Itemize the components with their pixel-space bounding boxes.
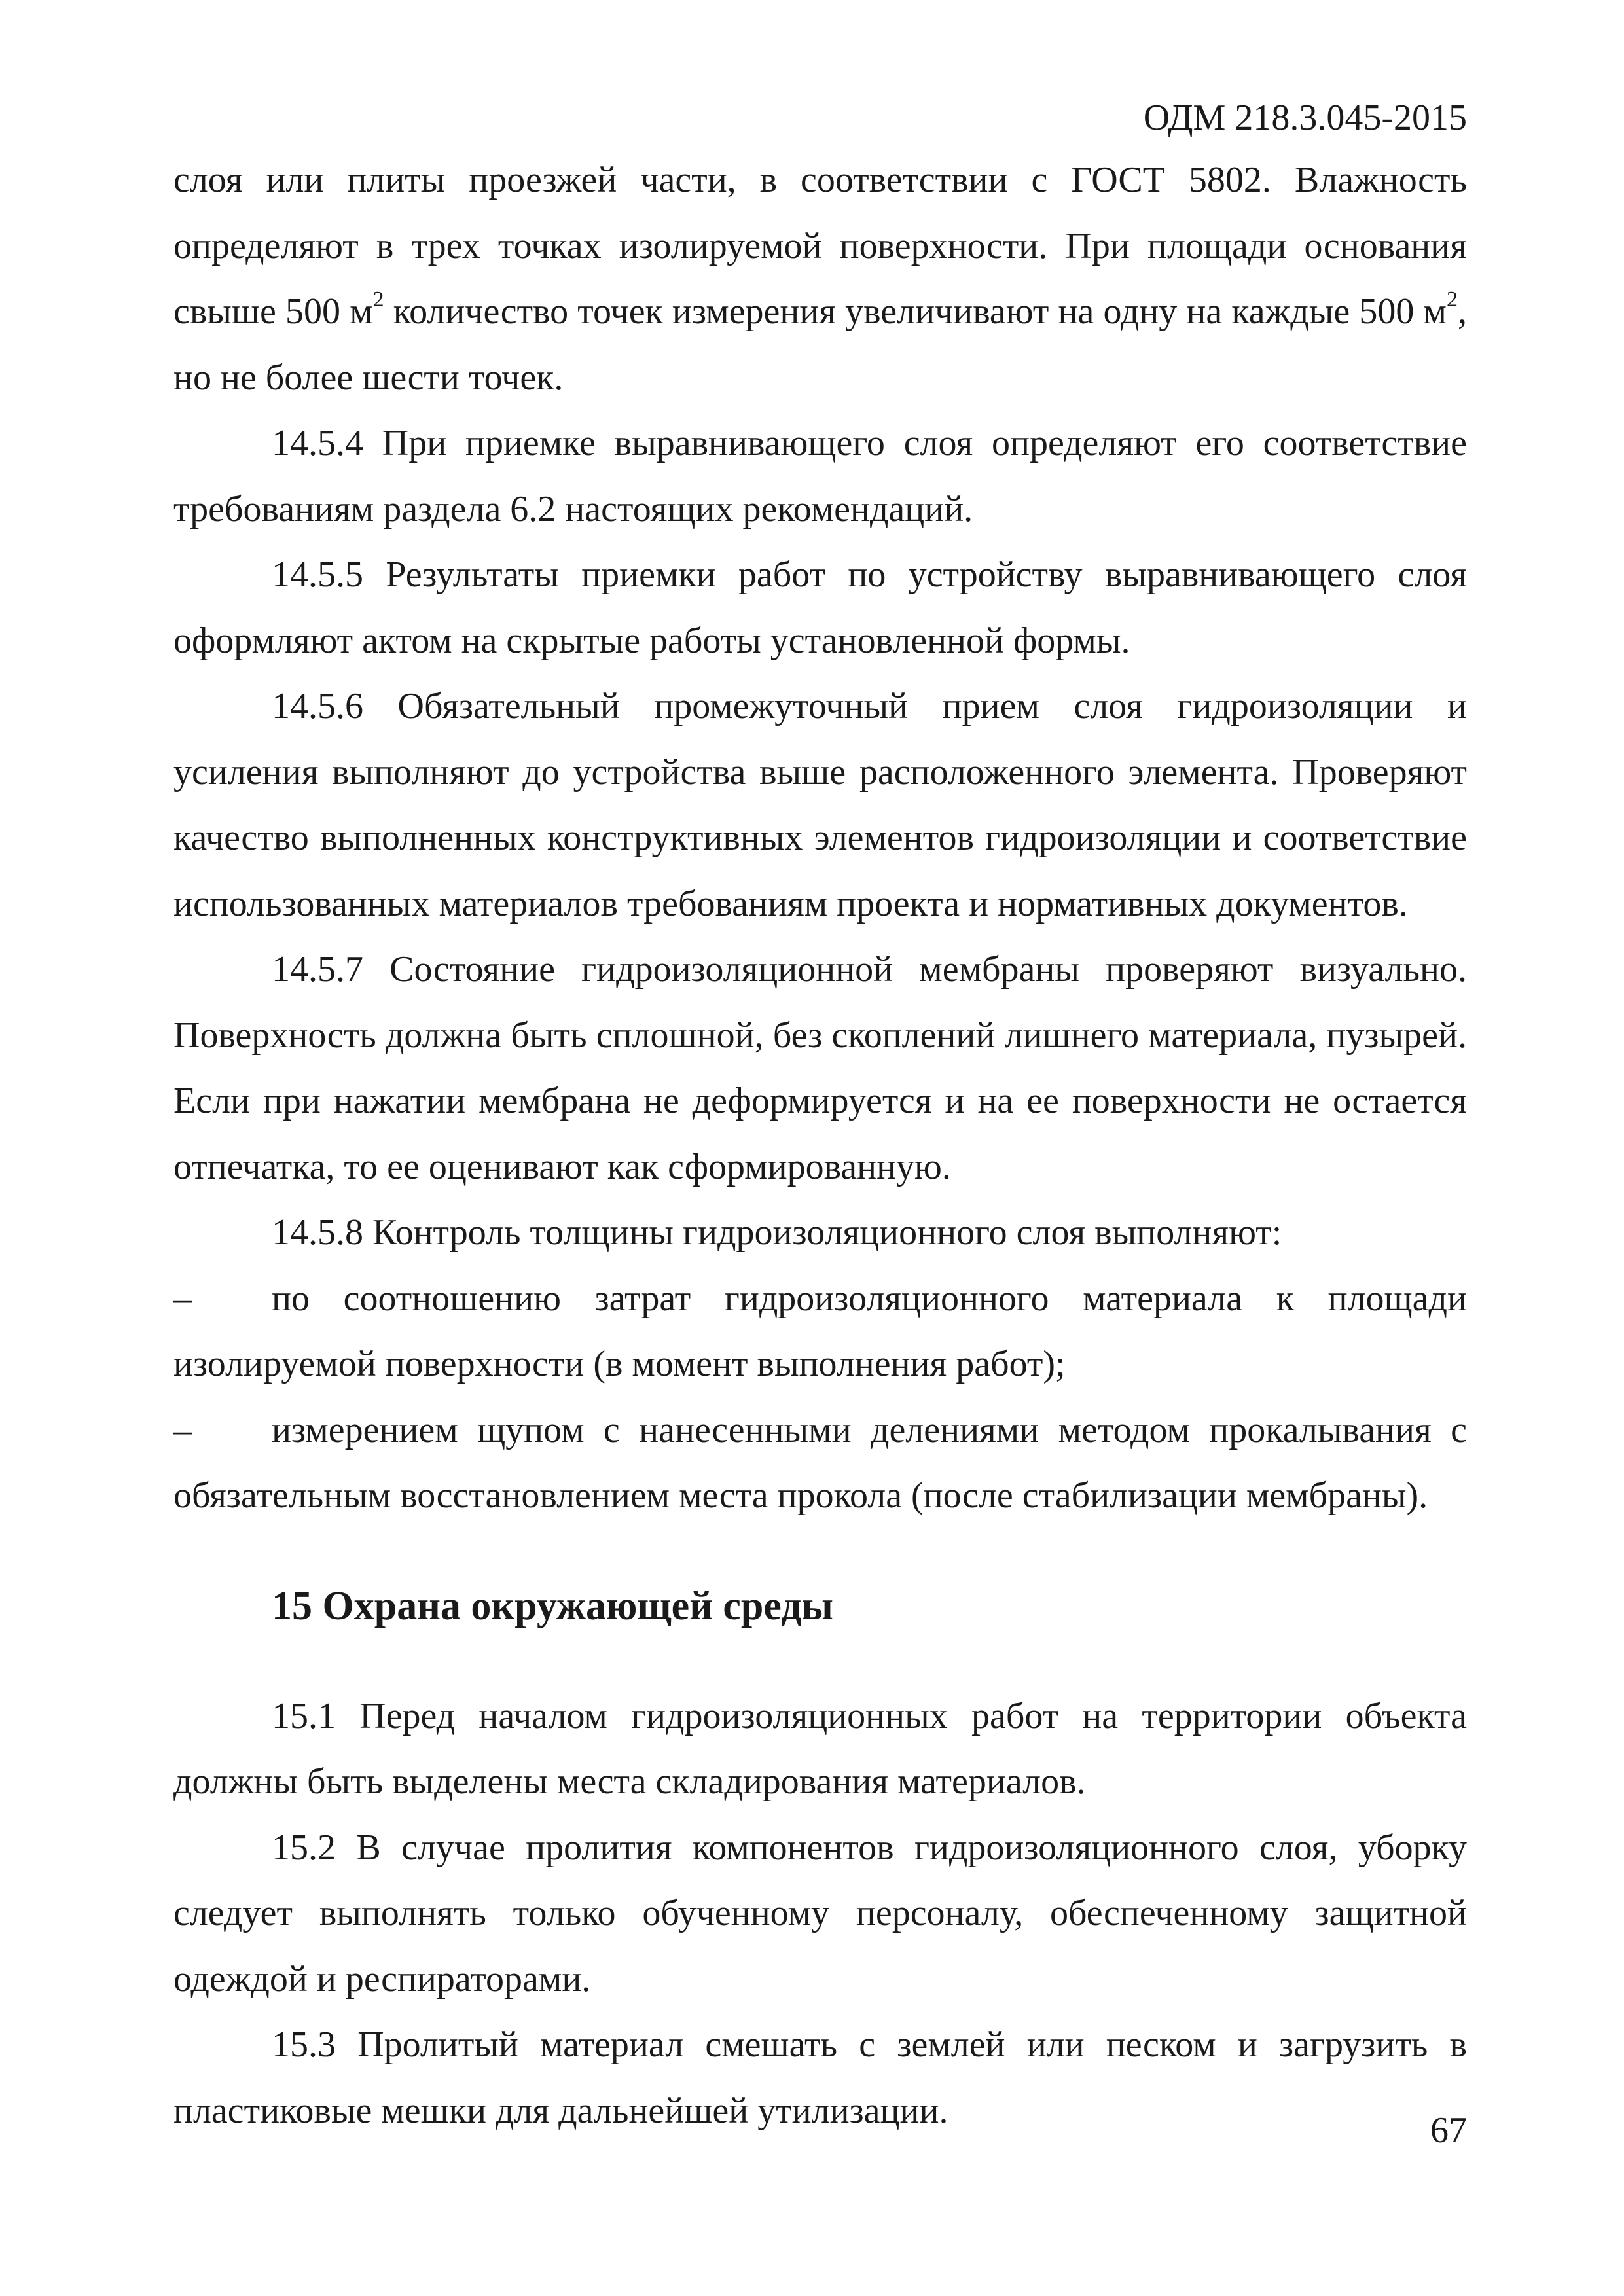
paragraph-15-2: 15.2 В случае пролития компонентов гидроизоляционного слоя, уборку следует выполнять только обученному персоналу, обеспеченному защитной одеждой и респираторами.: [173, 1827, 1467, 2000]
list-item: [173, 1266, 1467, 1397]
document-body: [173, 147, 1467, 2144]
paragraph-14-5-4: 14.5.4 При приемке выравнивающего слоя определяют его соответствие требованиям раздела 6.2 настоящих рекомендаций.: [173, 423, 1467, 529]
list-item-text: по соотношению затрат гидроизоляционного материала к площади изолируемой поверхности (в момент выполнения работ);: [173, 1278, 1467, 1384]
superscript: 2: [372, 287, 384, 312]
page-number: 67: [1430, 2110, 1467, 2151]
dash-bullet: –: [173, 1409, 192, 1450]
paragraph-14-5-8: 14.5.8 Контроль толщины гидроизоляционного слоя выполняют:: [272, 1212, 1282, 1253]
paragraph-text: количество точек измерения увеличивают на одну на каждые 500 м: [384, 291, 1447, 332]
paragraph-text: , но не более шести точек.: [173, 291, 1467, 398]
paragraph-14-5-7: 14.5.7 Состояние гидроизоляционной мембраны проверяют визуально. Поверхность должна быть сплошной, без скоплений лишнего материала, пузырей. Если при нажатии мембрана не деформируется и на ее поверхности не остается отпечатка, то ее оценивают как сформированную.: [173, 949, 1467, 1187]
list-item-text: измерением щупом с нанесенными делениями методом прокалывания с обязательным восстановлением места прокола (после стабилизации мембраны).: [173, 1409, 1467, 1516]
dash-bullet: –: [173, 1278, 192, 1319]
list-item: [173, 1397, 1467, 1529]
paragraph-15-1: 15.1 Перед началом гидроизоляционных работ на территории объекта должны быть выделены места складирования материалов.: [173, 1695, 1467, 1802]
paragraph-continuation: [173, 147, 1467, 410]
superscript: 2: [1447, 287, 1458, 312]
paragraph-text: слоя или плиты проезжей части, в соответствии с ГОСТ 5802. Влажность определяют в трех точках изолируемой поверхности. При площади основания свыше 500 м: [173, 160, 1467, 332]
paragraph-15-3: 15.3 Пролитый материал смешать с землей или песком и загрузить в пластиковые мешки для дальнейшей утилизации.: [173, 2024, 1467, 2131]
section-heading: 15 Охрана окружающей среды: [272, 1583, 833, 1628]
paragraph-14-5-6: 14.5.6 Обязательный промежуточный прием слоя гидроизоляции и усиления выполняют до устройства выше расположенного элемента. Проверяют качество выполненных конструктивных элементов гидроизоляции и соответствие использованных материалов требованиям проекта и нормативных документов.: [173, 686, 1467, 924]
paragraph-14-5-5: 14.5.5 Результаты приемки работ по устройству выравнивающего слоя оформляют актом на скрытые работы установленной формы.: [173, 554, 1467, 661]
document-code-header: ОДМ 218.3.045-2015: [1143, 98, 1467, 138]
